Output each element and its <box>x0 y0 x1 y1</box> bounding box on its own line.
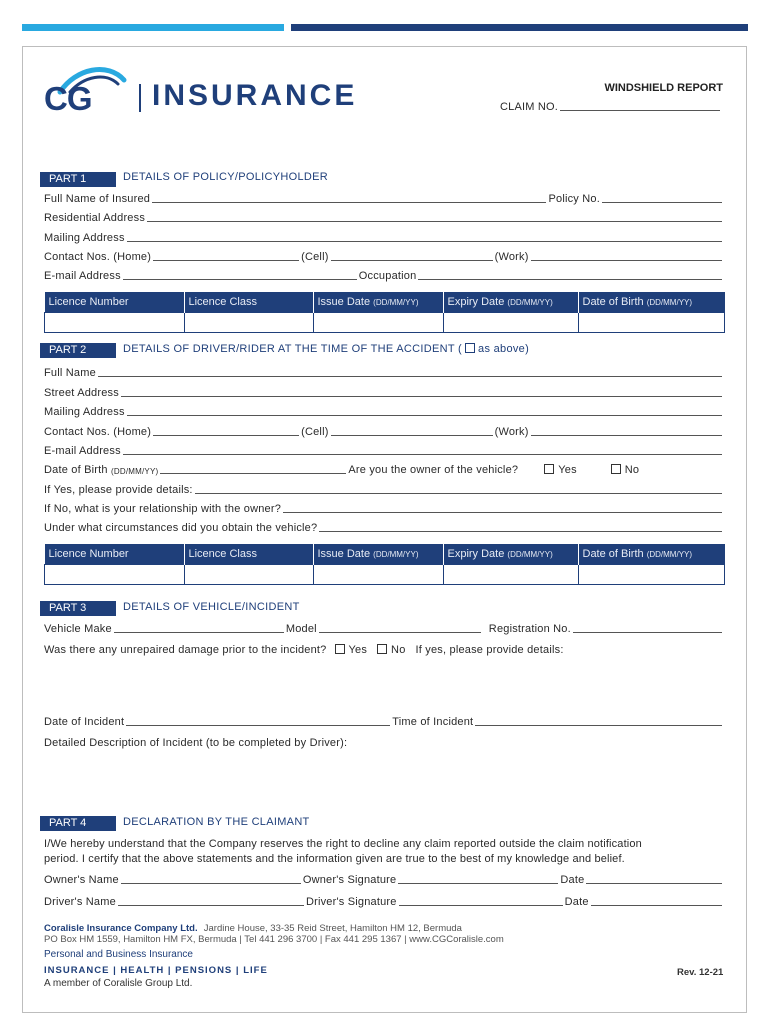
report-title: WINDSHIELD REPORT <box>604 82 723 94</box>
driver-expiry-date-cell[interactable] <box>443 565 578 585</box>
footer-address-2: PO Box HM 1559, Hamilton HM FX, Bermuda | Tel 441 296 3700 | Fax 441 295 1367 | www.CGCoralisle.com <box>44 934 504 945</box>
th-date-of-birth: Date of Birth (DD/MM/YY) <box>578 292 725 313</box>
owner-signature-label: Owner's Signature <box>302 874 397 886</box>
as-above-checkbox[interactable] <box>465 343 475 353</box>
top-accent-bar-light <box>22 24 284 31</box>
damage-yes-checkbox[interactable] <box>335 644 345 654</box>
driver-licence-class-cell[interactable] <box>184 565 313 585</box>
driver-date-label: Date <box>564 896 589 908</box>
licence-class-cell[interactable] <box>184 313 313 333</box>
driver-signature-label: Driver's Signature <box>305 896 397 908</box>
th2-licence-class: Licence Class <box>184 544 313 565</box>
revision-label: Rev. 12-21 <box>677 967 724 978</box>
driver-email-label: E-mail Address <box>44 445 121 457</box>
dob-label: Date of Birth <box>44 464 108 476</box>
driver-full-name-label: Full Name <box>44 367 96 379</box>
declaration-line-2: period. I certify that the above statements and the information given are true to the best of my knowledge and belief. <box>44 853 625 865</box>
footer-address-1: Jardine House, 33-35 Reid Street, Hamilton HM 12, Bermuda <box>203 923 462 934</box>
part4-badge: PART 4 <box>40 816 116 831</box>
driver-mailing-row[interactable] <box>44 404 724 418</box>
th2-expiry-date: Expiry Date (DD/MM/YY) <box>443 544 578 565</box>
email-occupation-row[interactable] <box>44 268 724 282</box>
driver-issue-date-cell[interactable] <box>313 565 443 585</box>
claim-no-field[interactable] <box>500 99 722 113</box>
part4-title: DECLARATION BY THE CLAIMANT <box>123 816 310 828</box>
cell-label: (Cell) <box>301 251 329 263</box>
relationship-label: If No, what is your relationship with the owner? <box>44 503 282 515</box>
part3-badge: PART 3 <box>40 601 116 616</box>
footer-company-line <box>44 922 604 934</box>
full-name-insured-row[interactable] <box>44 191 724 205</box>
occupation-label: Occupation <box>358 270 417 282</box>
make-label: Vehicle Make <box>44 623 112 635</box>
part1-badge: PART 1 <box>40 172 116 187</box>
contact-home-label: Contact Nos. (Home) <box>44 251 152 263</box>
residential-address-row[interactable] <box>44 210 724 224</box>
driver-licence-number-cell[interactable] <box>45 565 185 585</box>
if-yes-details-row[interactable] <box>44 482 724 496</box>
claim-no-label: CLAIM NO. <box>500 101 559 113</box>
driver-dob-cell[interactable] <box>578 565 725 585</box>
th-issue-date: Issue Date (DD/MM/YY) <box>313 292 443 313</box>
model-label: Model <box>285 623 317 635</box>
th-expiry-date: Expiry Date (DD/MM/YY) <box>443 292 578 313</box>
damage-details-label: If yes, please provide details: <box>415 644 564 656</box>
description-label-row <box>44 735 724 749</box>
top-accent-bar-dark <box>291 24 748 31</box>
contact-row[interactable] <box>44 249 724 263</box>
dob-cell[interactable] <box>578 313 725 333</box>
driver-full-name-row[interactable] <box>44 365 724 379</box>
registration-label: Registration No. <box>488 623 571 635</box>
th2-licence-number: Licence Number <box>45 544 185 565</box>
damage-details-area[interactable] <box>44 660 724 708</box>
licence-table-part2 <box>44 544 725 585</box>
driver-signature-row[interactable] <box>44 894 724 908</box>
part2-title: DETAILS OF DRIVER/RIDER AT THE TIME OF THE ACCIDENT ( as above) <box>123 343 530 355</box>
th2-date-of-birth: Date of Birth (DD/MM/YY) <box>578 544 725 565</box>
footer-business-lines: INSURANCE | HEALTH | PENSIONS | LIFE <box>44 965 268 976</box>
dob-owner-row[interactable] <box>44 462 724 476</box>
circumstances-row[interactable] <box>44 520 724 534</box>
logo-mark: CG <box>44 80 92 117</box>
owner-signature-row[interactable] <box>44 872 724 886</box>
owner-name-label: Owner's Name <box>44 874 119 886</box>
owner-no-label: No <box>624 464 640 476</box>
description-area[interactable] <box>44 752 724 810</box>
driver-email-row[interactable] <box>44 443 724 457</box>
part3-title: DETAILS OF VEHICLE/INCIDENT <box>123 601 300 613</box>
street-label: Street Address <box>44 387 119 399</box>
owner-date-label: Date <box>560 874 585 886</box>
dob-format: (DD/MM/YY) <box>111 467 159 476</box>
logo-wordmark: INSURANCE <box>152 79 358 112</box>
th-licence-number: Licence Number <box>45 292 185 313</box>
footer-group: A member of Coralisle Group Ltd. <box>44 978 193 989</box>
driver-mailing-label: Mailing Address <box>44 406 125 418</box>
logo-divider <box>139 84 141 112</box>
incident-date-row[interactable] <box>44 714 724 728</box>
owner-yes-label: Yes <box>558 464 577 476</box>
incident-time-label: Time of Incident <box>392 716 474 728</box>
street-address-row[interactable] <box>44 385 724 399</box>
owner-question: Are you the owner of the vehicle? <box>348 464 519 476</box>
description-label: Detailed Description of Incident (to be completed by Driver): <box>44 737 348 749</box>
issue-date-cell[interactable] <box>313 313 443 333</box>
part1-title: DETAILS OF POLICY/POLICYHOLDER <box>123 171 329 183</box>
driver-name-label: Driver's Name <box>44 896 116 908</box>
owner-yes-checkbox[interactable] <box>544 464 554 474</box>
damage-question: Was there any unrepaired damage prior to the incident? <box>44 644 327 656</box>
damage-no-checkbox[interactable] <box>377 644 387 654</box>
email-label: E-mail Address <box>44 270 121 282</box>
declaration-line-1: I/We hereby understand that the Company reserves the right to decline any claim reported outside the claim notification <box>44 838 642 850</box>
mailing-label: Mailing Address <box>44 232 125 244</box>
driver-contact-row[interactable] <box>44 424 724 438</box>
footer-segment: Personal and Business Insurance <box>44 949 193 960</box>
driver-cell-label: (Cell) <box>301 426 329 438</box>
expiry-date-cell[interactable] <box>443 313 578 333</box>
licence-number-cell[interactable] <box>45 313 185 333</box>
part2-badge: PART 2 <box>40 343 116 358</box>
th-licence-class: Licence Class <box>184 292 313 313</box>
damage-no-label: No <box>391 644 406 656</box>
work-label: (Work) <box>494 251 529 263</box>
prior-damage-row[interactable] <box>44 642 724 656</box>
damage-yes-label: Yes <box>348 644 368 656</box>
policy-no-label: Policy No. <box>548 193 600 205</box>
owner-no-checkbox[interactable] <box>611 464 621 474</box>
th2-issue-date: Issue Date (DD/MM/YY) <box>313 544 443 565</box>
declaration-text <box>44 837 734 867</box>
full-name-label: Full Name of Insured <box>44 193 151 205</box>
if-yes-label: If Yes, please provide details: <box>44 484 193 496</box>
vehicle-make-row[interactable] <box>44 621 724 635</box>
driver-contact-home-label: Contact Nos. (Home) <box>44 426 152 438</box>
residential-label: Residential Address <box>44 212 146 224</box>
incident-date-label: Date of Incident <box>44 716 125 728</box>
mailing-address-row[interactable] <box>44 230 724 244</box>
driver-work-label: (Work) <box>494 426 529 438</box>
relationship-row[interactable] <box>44 501 724 515</box>
circumstances-label: Under what circumstances did you obtain the vehicle? <box>44 522 318 534</box>
licence-table-part1 <box>44 292 725 333</box>
footer-company: Coralisle Insurance Company Ltd. <box>44 923 198 934</box>
